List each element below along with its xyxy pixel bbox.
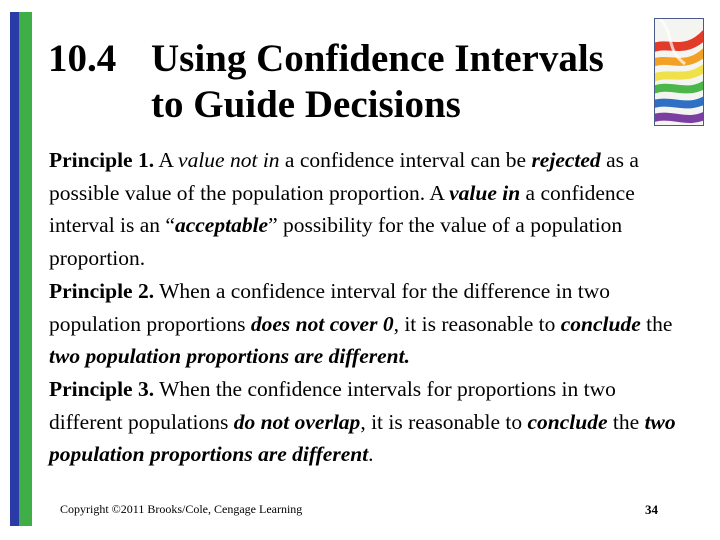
title-line-2: to Guide Decisions: [151, 83, 461, 126]
slide-body: [49, 144, 689, 471]
principle-1-emphasis: rejected: [531, 148, 601, 172]
principle-3-emphasis: two population proportions are different: [49, 409, 676, 467]
principle-3-text: When the confidence intervals for proportions in two different populations: [49, 376, 616, 434]
principle-1-emphasis: value not in: [178, 148, 280, 172]
principle-2-text: , it is reasonable to: [393, 311, 556, 336]
principle-1-text: A: [158, 148, 173, 172]
rainbow-swirl-icon: [654, 18, 704, 126]
title-line-1: Using Confidence Intervals: [151, 37, 604, 80]
left-accent-bar-blue: [10, 12, 19, 526]
principle-1: [49, 144, 689, 275]
rainbow-swirl-graphic: [655, 19, 704, 126]
principle-1-text: a confidence interval can be: [284, 148, 527, 172]
principle-2-emphasis: two population proportions are different.: [49, 344, 410, 369]
principle-1-text: ” possibility for the value of a population proportion.: [49, 213, 623, 271]
principle-2-text: When a confidence interval for the difference in two population proportions: [49, 278, 611, 336]
principle-1-label: Principle 1.: [49, 148, 155, 172]
principle-3: [49, 373, 689, 471]
principle-2-label: Principle 2.: [49, 278, 155, 303]
principle-3-text: , it is reasonable to: [360, 409, 523, 434]
principle-2-emphasis: conclude: [560, 311, 641, 336]
copyright-footer: Copyright ©2011 Brooks/Cole, Cengage Learning: [60, 502, 303, 516]
principle-2: [49, 275, 689, 373]
principle-3-emphasis: conclude: [527, 409, 608, 434]
left-accent-bar-green: [19, 12, 32, 526]
principle-1-emphasis: value in: [449, 180, 521, 205]
principle-1-emphasis: acceptable: [174, 213, 269, 238]
principle-3-text: the: [612, 409, 640, 434]
principle-3-emphasis: do not overlap: [233, 409, 361, 434]
page-number: 34: [645, 502, 658, 517]
principle-1-text: a confidence interval is an “: [49, 180, 635, 238]
principle-1-text: as a possible value of the population proportion. A: [49, 148, 639, 205]
principle-2-text: the: [646, 311, 673, 336]
principle-2-emphasis: does not cover 0: [250, 311, 394, 336]
principle-3-text: .: [368, 442, 374, 467]
principle-3-label: Principle 3.: [49, 376, 155, 401]
slide-title: [48, 36, 648, 128]
section-number: 10.4: [48, 37, 117, 80]
